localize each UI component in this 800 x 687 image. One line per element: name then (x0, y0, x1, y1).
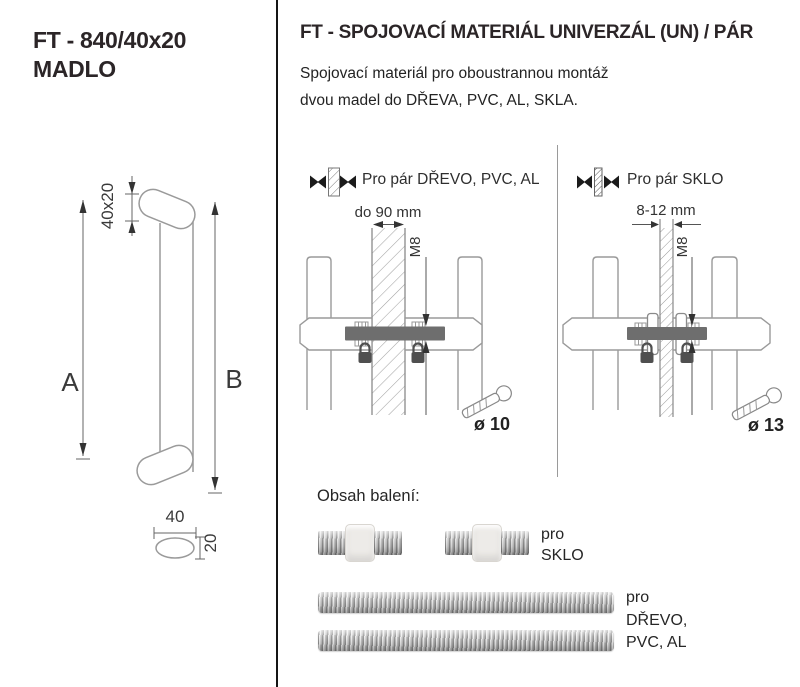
handle-outline (133, 185, 199, 558)
variant-wood-label: Pro pár DŘEVO, PVC, AL (362, 171, 540, 188)
connector-nut (345, 524, 375, 562)
variant-glass-label: Pro pár SKLO (627, 171, 724, 188)
package-glass-label: pro SKLO (541, 526, 584, 564)
thickness-label: 8-12 mm (636, 202, 696, 219)
threaded-rod (345, 327, 445, 341)
thread-segment (374, 531, 402, 555)
glass-connector-stud (445, 524, 529, 562)
dim-depth-label: 20 (201, 533, 220, 553)
thickness-arrow (373, 221, 404, 228)
connector-nut (472, 524, 502, 562)
mounting-diagram-wood (295, 190, 545, 440)
thread-segment (501, 531, 529, 555)
thickness-arrows (632, 221, 701, 228)
description-line2: dvou madel do DŘEVA, PVC, AL, SKLA. (300, 92, 578, 109)
product-title (33, 26, 186, 84)
dim-b-label: B (225, 364, 243, 394)
main-vertical-divider (276, 0, 278, 687)
drill-diameter-label: ø 10 (473, 414, 511, 434)
mounting-diagram-glass (555, 190, 800, 440)
dim-profile-label: 40x20 (98, 182, 117, 230)
drill-diameter-label: ø 13 (747, 415, 785, 435)
product-code: FT - 840/40x20 (33, 27, 187, 53)
glass-section-hatch (660, 228, 673, 417)
glass-connector-stud (318, 524, 402, 562)
thread-size-label: M8 (674, 236, 691, 258)
threaded-rod-long (318, 630, 614, 651)
package-wood-label: pro DŘEVO, PVC, AL (626, 589, 688, 651)
profile-cross-section (156, 538, 194, 558)
thickness-label: do 90 mm (354, 204, 422, 221)
product-type: MADLO (33, 56, 116, 82)
handle-drawing (50, 160, 260, 580)
dim-a-label: A (61, 367, 79, 397)
threaded-rod (627, 327, 707, 340)
description-line1: Spojovací materiál pro oboustrannou montáž (300, 65, 609, 82)
door-section-hatch (372, 228, 405, 415)
section-description (300, 60, 608, 114)
package-heading: Obsah balení: (317, 487, 420, 505)
section-title: FT - SPOJOVACÍ MATERIÁL UNIVERZÁL (UN) / PÁR (300, 22, 754, 43)
threaded-rod-long (318, 592, 614, 613)
dim-width-label: 40 (165, 507, 185, 526)
thread-segment (318, 531, 346, 555)
thread-size-label: M8 (407, 236, 424, 258)
dimension-lines (76, 176, 222, 559)
thread-segment (445, 531, 473, 555)
